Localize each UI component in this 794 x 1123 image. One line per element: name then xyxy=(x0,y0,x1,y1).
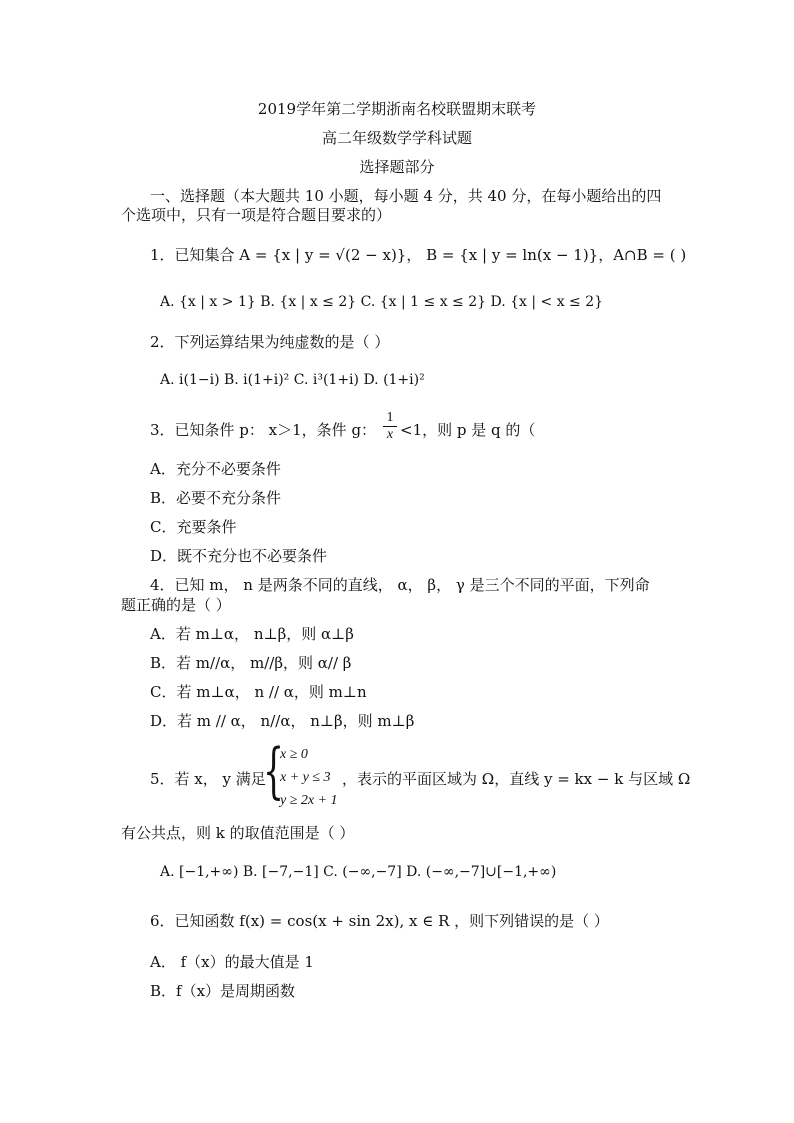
q6-stem: 6．已知函数 f(x) = cos(x + sin 2x), x ∈ R ，则下列错误的是（ ） xyxy=(150,912,609,930)
q3-fraction-denominator: x xyxy=(386,427,394,442)
q2-options: A. i(1−i) B. i(1+i)² C. i³(1+i) D. (1+i)² xyxy=(160,372,425,388)
q3-fraction xyxy=(380,410,400,443)
q5-condition-2: x + y ≤ 3 xyxy=(280,770,331,785)
q1-stem: 1．已知集合 A = {x | y = √(2 − x)}， B = {x | y = ln(x − 1)}，A∩B = ( ) xyxy=(150,246,687,264)
q4-option-a: A．若 m⊥α， n⊥β，则 α⊥β xyxy=(150,625,354,643)
q3-option-d: D．既不充分也不必要条件 xyxy=(150,547,328,565)
q4-line-2: 题正确的是（ ） xyxy=(121,596,231,614)
q6-option-b: B．f（x）是周期函数 xyxy=(150,982,296,1000)
intro-line-2: 个选项中，只有一项是符合题目要求的） xyxy=(121,206,392,224)
q5-condition-3: y ≥ 2x + 1 xyxy=(280,793,338,808)
exam-subtitle: 高二年级数学学科试题 xyxy=(321,129,472,147)
q3-option-c: C．充要条件 xyxy=(150,518,237,536)
intro-line-1: 一、选择题（本大题共 10 小题，每小题 4 分，共 40 分，在每小题给出的四 xyxy=(150,187,662,205)
q3-fraction-numerator: 1 xyxy=(386,410,394,425)
q1-options: A. {x | x > 1} B. {x | x ≤ 2} C. {x | 1 ≤ x ≤ 2} D. {x | < x ≤ 2} xyxy=(160,294,604,310)
q3-option-b: B．必要不充分条件 xyxy=(150,489,282,507)
q5-options: A. [−1,+∞) B. [−7,−1] C. (−∞,−7] D. (−∞,−7]∪[−1,+∞) xyxy=(160,864,557,880)
q3-stem-a: 3．已知条件 p： x＞1，条件 g： xyxy=(150,421,377,439)
q5-stem-b: ，表示的平面区域为 Ω，直线 y = kx − k 与区域 Ω xyxy=(342,770,691,788)
q5-condition-1: x ≥ 0 xyxy=(280,747,308,762)
q3-option-a: A．充分不必要条件 xyxy=(150,460,281,478)
system-brace: { xyxy=(263,736,285,806)
q5-stem-a: 5．若 x， y 满足 xyxy=(150,770,266,788)
q4-option-c: C．若 m⊥α， n // α，则 m⊥n xyxy=(150,683,367,701)
q6-option-a: A． f（x）的最大值是 1 xyxy=(150,953,314,971)
q2-stem: 2．下列运算结果为纯虚数的是（ ） xyxy=(150,333,390,351)
exam-title: 2019学年第二学期浙南名校联盟期末联考 xyxy=(257,100,537,118)
q5-system xyxy=(280,743,338,812)
q4-line-1: 4．已知 m， n 是两条不同的直线， α， β， γ 是三个不同的平面，下列命 xyxy=(150,576,650,594)
q3-stem-b: <1，则 p 是 q 的（ xyxy=(400,421,536,439)
q5-line-2: 有公共点，则 k 的取值范围是（ ） xyxy=(121,824,355,842)
section-title: 选择题部分 xyxy=(359,158,435,176)
q4-option-d: D．若 m // α， n//α， n⊥β，则 m⊥β xyxy=(150,712,415,730)
q4-option-b: B．若 m//α， m//β，则 α// β xyxy=(150,654,352,672)
